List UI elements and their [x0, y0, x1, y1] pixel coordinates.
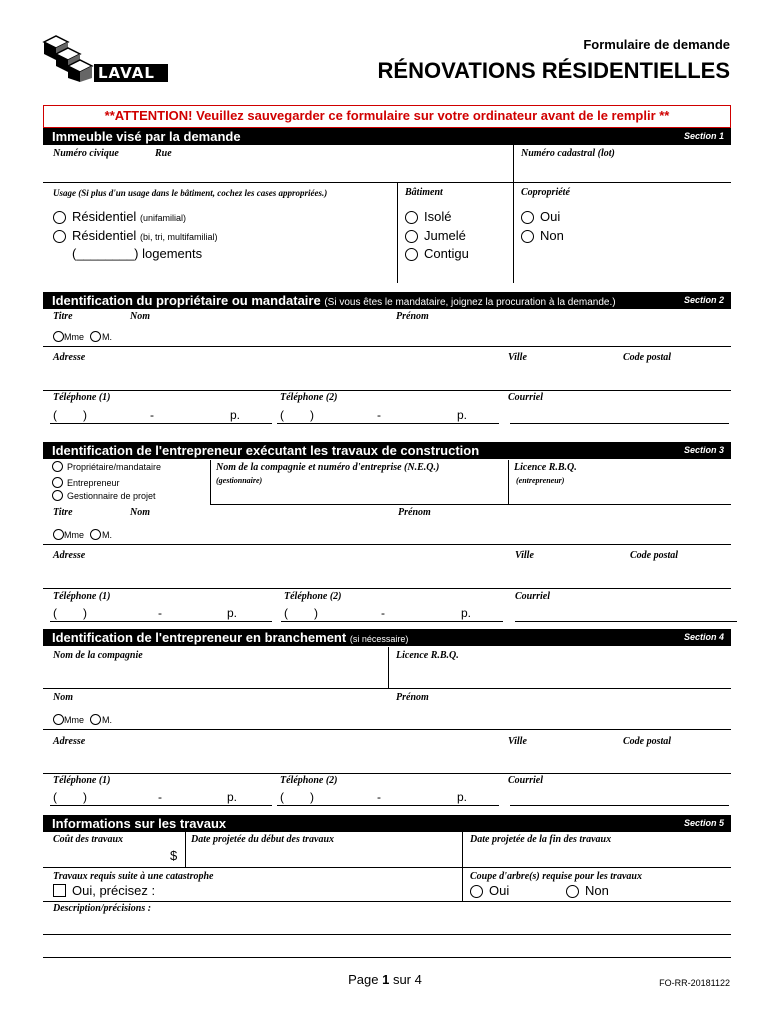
- s4-tel2-label: Téléphone (2): [280, 775, 338, 786]
- s4-code-postal-label: Code postal: [623, 736, 672, 747]
- s3-entrepreneur-radio[interactable]: [52, 477, 63, 488]
- precisez-field[interactable]: [160, 882, 456, 900]
- cout-field[interactable]: [43, 846, 183, 866]
- s2-nom-field[interactable]: [128, 322, 388, 344]
- s3-gestionnaire-radio[interactable]: [52, 490, 63, 501]
- s3-licence-field[interactable]: [512, 486, 728, 502]
- coupe-non-label: Non: [585, 883, 609, 898]
- page-title: RÉNOVATIONS RÉSIDENTIELLES: [377, 58, 730, 83]
- form-code: FO-RR-20181122: [659, 978, 730, 988]
- s2-code-postal-label: Code postal: [623, 352, 672, 363]
- batiment-jumele-radio[interactable]: [405, 230, 418, 243]
- s3-entrepreneur-note: (entrepreneur): [516, 476, 565, 485]
- res-uni-label: Résidentiel (unifamilial): [72, 209, 186, 224]
- s4-prenom-label: Prénom: [396, 692, 429, 703]
- s4-courriel-label: Courriel: [508, 775, 544, 786]
- s3-m-radio[interactable]: [90, 529, 101, 540]
- titre-label: Titre: [53, 311, 73, 322]
- section4-tag: Section 4: [683, 632, 724, 642]
- s4-mme-label: Mme: [64, 715, 84, 725]
- section3-header: [43, 442, 731, 459]
- s3-courriel-label: Courriel: [515, 591, 551, 602]
- description-field[interactable]: [43, 915, 731, 959]
- batiment-contigu-radio[interactable]: [405, 248, 418, 261]
- s3-nom-label: Nom: [130, 507, 150, 518]
- s3-tel1-field[interactable]: ( ) - p.: [50, 606, 272, 622]
- usage-multifamilial-radio[interactable]: [53, 230, 66, 243]
- s4-licence-field[interactable]: [392, 662, 729, 686]
- s4-nom-compagnie-label: Nom de la compagnie: [53, 650, 143, 661]
- s3-tel2-label: Téléphone (2): [284, 591, 342, 602]
- s3-prenom-label: Prénom: [398, 507, 431, 518]
- s4-tel1-field[interactable]: ( ) - p.: [50, 790, 272, 806]
- s4-prenom-field[interactable]: [394, 704, 724, 726]
- s3-code-postal-field[interactable]: [628, 562, 729, 586]
- copropriete-non-radio[interactable]: [521, 230, 534, 243]
- s3-proprio-radio[interactable]: [52, 461, 63, 472]
- s2-ville-field[interactable]: [506, 364, 616, 388]
- cout-label: Coût des travaux: [53, 834, 124, 845]
- s2-m-label: M.: [102, 332, 112, 342]
- section2-tag: Section 2: [683, 295, 724, 305]
- copro-oui-label: Oui: [540, 209, 561, 224]
- coupe-non-radio[interactable]: [566, 885, 579, 898]
- s4-nom-label: Nom: [53, 692, 73, 703]
- coupe-oui-radio[interactable]: [470, 885, 483, 898]
- s3-mme-radio[interactable]: [53, 529, 64, 540]
- usage-unifamilial-radio[interactable]: [53, 211, 66, 224]
- section4-header: [43, 629, 731, 646]
- s3-mme-label: Mme: [64, 530, 84, 540]
- s2-adresse-field[interactable]: [43, 364, 501, 388]
- page-number: Page 1 sur 4: [348, 972, 422, 987]
- section1-tag: Section 1: [683, 131, 724, 141]
- s4-tel1-label: Téléphone (1): [53, 775, 111, 786]
- attention-banner: [43, 105, 731, 128]
- s4-courriel-field[interactable]: [510, 790, 729, 806]
- s4-ville-label: Ville: [508, 736, 527, 747]
- date-debut-field[interactable]: [189, 846, 459, 866]
- form-type: Formulaire de demande: [583, 37, 730, 52]
- s2-code-postal-field[interactable]: [621, 364, 729, 388]
- section5-header: [43, 815, 731, 832]
- copro-non-label: Non: [540, 228, 564, 243]
- s3-code-postal-label: Code postal: [630, 550, 679, 561]
- s3-ville-field[interactable]: [513, 562, 623, 586]
- coupe-arbre-label: Coupe d'arbre(s) requise pour les travaux: [470, 871, 642, 882]
- usage-label: Usage (Si plus d'un usage dans le bâtiment, cochez les cases appropriées.): [53, 188, 328, 198]
- s4-adresse-field[interactable]: [43, 748, 501, 772]
- s4-tel2-field[interactable]: ( ) - p.: [277, 790, 499, 806]
- numero-civique-label: Numéro civique: [53, 148, 119, 159]
- s2-adresse-label: Adresse: [53, 352, 86, 363]
- s3-adresse-label: Adresse: [53, 550, 86, 561]
- date-fin-field[interactable]: [466, 846, 729, 866]
- s4-ville-field[interactable]: [506, 748, 616, 772]
- date-debut-label: Date projetée du début des travaux: [191, 834, 335, 845]
- s3-titre-label: Titre: [53, 507, 73, 518]
- description-label: Description/précisions :: [53, 903, 152, 914]
- res-multi-label: Résidentiel (bi, tri, multifamilial): [72, 228, 218, 243]
- s3-ville-label: Ville: [515, 550, 534, 561]
- s4-licence-label: Licence R.B.Q.: [396, 650, 459, 661]
- s2-ville-label: Ville: [508, 352, 527, 363]
- contigu-label: Contigu: [424, 246, 469, 261]
- dollar-sign: $: [170, 848, 178, 863]
- s2-mme-label: Mme: [64, 332, 84, 342]
- s3-compagnie-field[interactable]: [214, 486, 504, 502]
- logo-text: LAVAL: [98, 64, 155, 82]
- coupe-oui-label: Oui: [489, 883, 510, 898]
- nom-label: Nom: [130, 311, 150, 322]
- copropriete-oui-radio[interactable]: [521, 211, 534, 224]
- isole-label: Isolé: [424, 209, 452, 224]
- section3-title: Identification de l'entrepreneur exécutant les travaux de construction: [52, 443, 480, 458]
- s3-m-label: M.: [102, 530, 112, 540]
- s2-courriel-label: Courriel: [508, 392, 544, 403]
- s4-adresse-label: Adresse: [53, 736, 86, 747]
- laval-logo: [42, 34, 172, 84]
- section2-title: Identification du propriétaire ou mandataire (Si vous êtes le mandataire, joignez la procuration à la demande.): [52, 293, 616, 308]
- attention-text: **ATTENTION! Veuillez sauvegarder ce formulaire sur votre ordinateur avant de le remplir **: [104, 108, 670, 123]
- section3-tag: Section 3: [683, 445, 724, 455]
- s4-code-postal-field[interactable]: [621, 748, 729, 772]
- numero-cadastral-label: Numéro cadastral (lot): [521, 148, 615, 159]
- section4-title: Identification de l'entrepreneur en branchement (si nécessaire): [52, 630, 409, 645]
- s2-tel2-field[interactable]: ( ) - p.: [277, 408, 499, 424]
- s2-mme-radio[interactable]: [53, 331, 64, 342]
- jumele-label: Jumelé: [424, 228, 466, 243]
- batiment-label: Bâtiment: [405, 187, 443, 198]
- s2-tel1-field[interactable]: ( ) - p.: [50, 408, 272, 424]
- section1-header: [43, 128, 731, 145]
- s2-m-radio[interactable]: [90, 331, 101, 342]
- catastrophe-label: Travaux requis suite à une catastrophe: [53, 871, 214, 882]
- s4-m-radio[interactable]: [90, 714, 101, 725]
- prenom-label: Prénom: [396, 311, 429, 322]
- s3-prenom-field[interactable]: [396, 520, 726, 542]
- oui-precisez-label: Oui, précisez :: [72, 883, 156, 898]
- section2-header: [43, 292, 731, 309]
- s3-entrepreneur-label: Entrepreneur: [67, 478, 120, 488]
- catastrophe-oui-checkbox[interactable]: [53, 884, 66, 897]
- s3-tel2-field[interactable]: ( ) - p.: [281, 606, 503, 622]
- cadastral-field[interactable]: [515, 160, 729, 180]
- s2-prenom-field[interactable]: [394, 322, 724, 344]
- copropriete-label: Copropriété: [521, 187, 570, 198]
- s3-nom-field[interactable]: [128, 520, 388, 542]
- s2-tel2-label: Téléphone (2): [280, 392, 338, 403]
- s3-gestionnaire-label: Gestionnaire de projet: [67, 491, 156, 501]
- date-fin-label: Date projetée de la fin des travaux: [470, 834, 612, 845]
- logements-field[interactable]: (________) logements: [72, 246, 203, 261]
- section1-title: Immeuble visé par la demande: [52, 129, 241, 144]
- s3-adresse-field[interactable]: [43, 562, 508, 586]
- s4-m-label: M.: [102, 715, 112, 725]
- s3-courriel-field[interactable]: [515, 606, 737, 622]
- s3-licence-label: Licence R.B.Q.: [514, 462, 577, 473]
- s3-gestionnaire-note: (gestionnaire): [216, 476, 263, 485]
- s2-tel1-label: Téléphone (1): [53, 392, 111, 403]
- batiment-isole-radio[interactable]: [405, 211, 418, 224]
- s3-nom-compagnie-label: Nom de la compagnie et numéro d'entreprise (N.E.Q.): [216, 462, 440, 473]
- s2-courriel-field[interactable]: [510, 408, 729, 424]
- civique-field[interactable]: [43, 160, 513, 180]
- s4-nom-field[interactable]: [128, 704, 388, 726]
- section5-title: Informations sur les travaux: [52, 816, 227, 831]
- s3-proprio-label: Propriétaire/mandataire: [67, 462, 162, 472]
- section5-tag: Section 5: [683, 818, 724, 828]
- s4-compagnie-field[interactable]: [43, 662, 383, 686]
- s3-tel1-label: Téléphone (1): [53, 591, 111, 602]
- rue-label: Rue: [155, 148, 172, 159]
- s4-mme-radio[interactable]: [53, 714, 64, 725]
